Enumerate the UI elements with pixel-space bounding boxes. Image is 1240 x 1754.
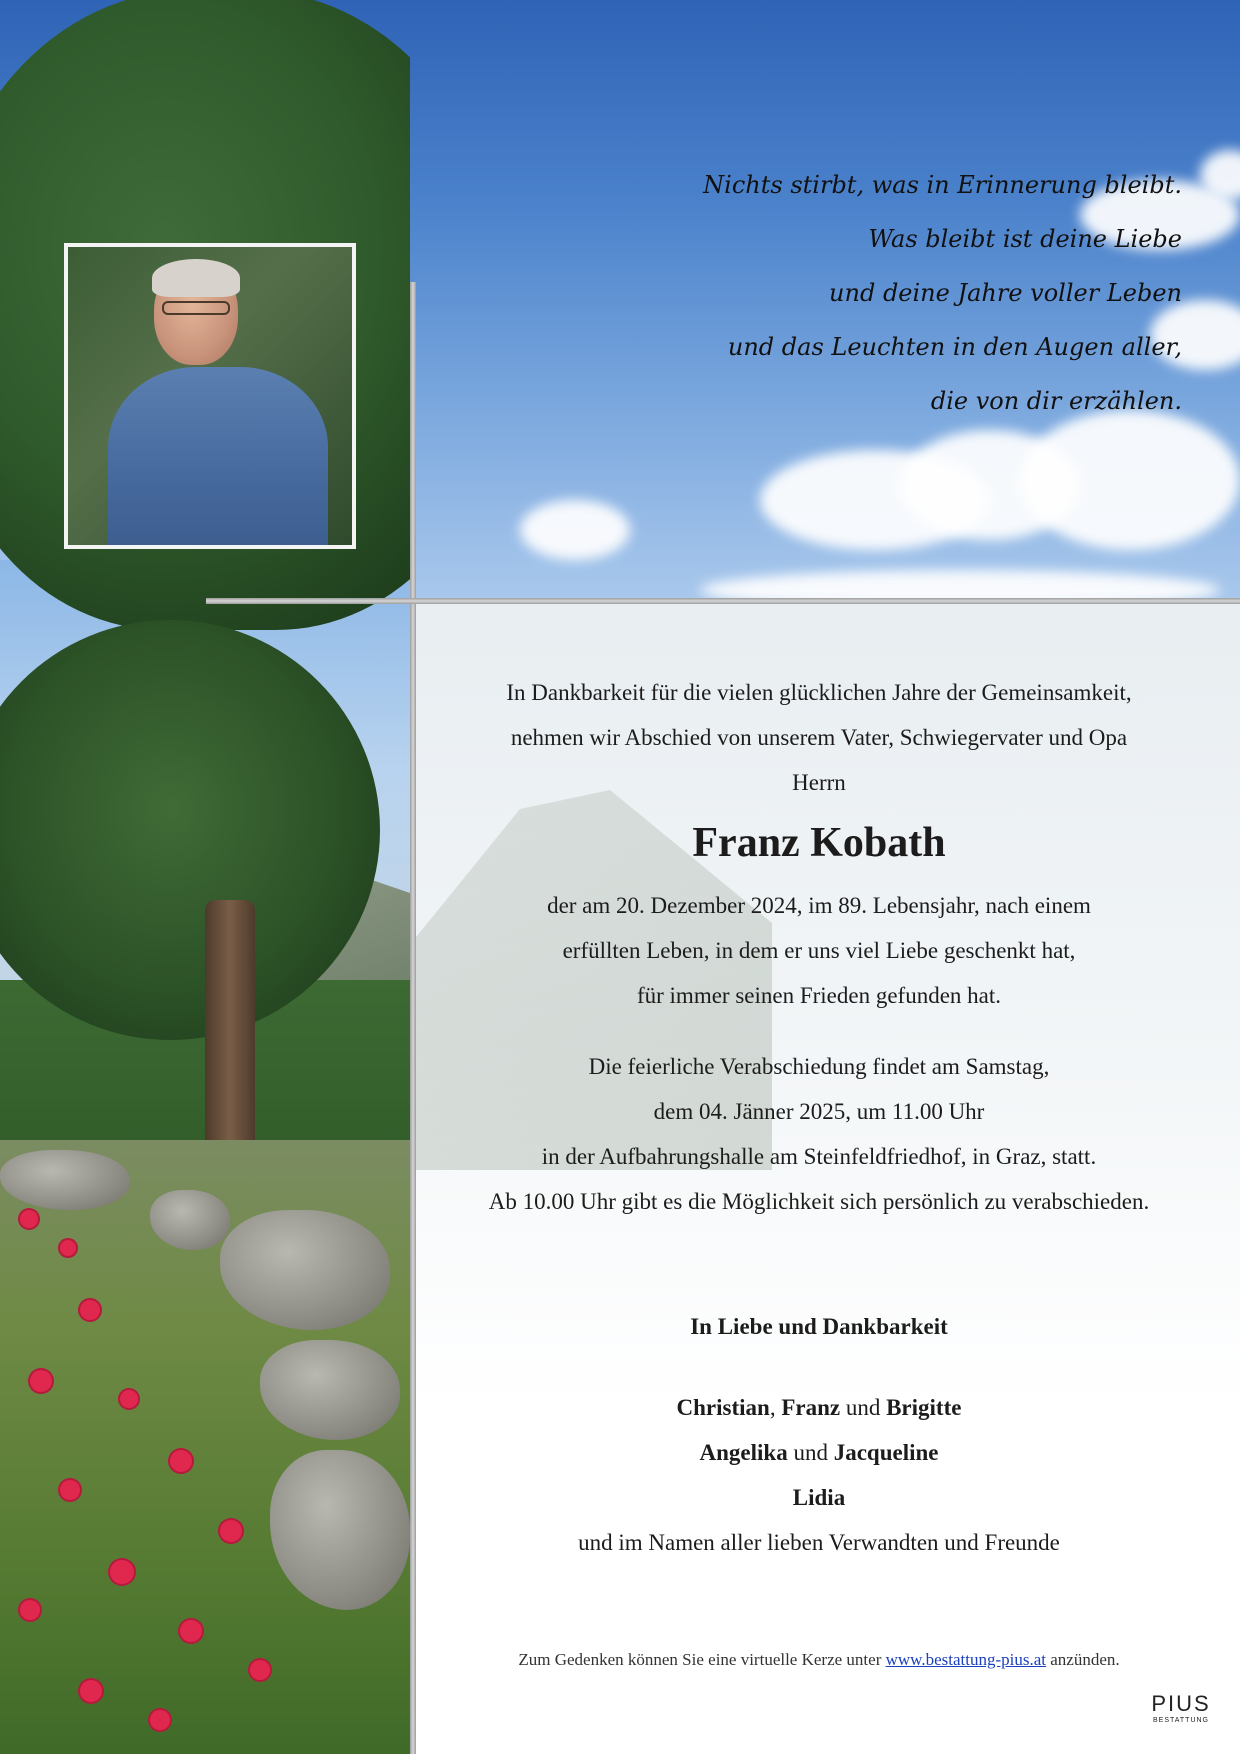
poem-line: und deine Jahre voller Leben [829,279,1182,307]
memorial-poem [482,158,1182,428]
death-info-line: für immer seinen Frieden gefunden hat. [636,983,1002,1008]
portrait-photo [64,243,356,549]
cloud [1020,410,1240,550]
death-info-line: der am 20. Dezember 2024, im 89. Lebensjahr, nach einem [547,893,1091,918]
mourner-separator: und [787,1440,834,1465]
mourners-row [420,1385,1218,1430]
footer-note [420,1650,1218,1670]
cross-horizontal-bar [206,598,1240,604]
cross-vertical-bar [410,282,416,1754]
mourners-row [420,1430,1218,1475]
ceremony-line: Ab 10.00 Uhr gibt es die Möglichkeit sich persönlich zu verabschieden. [488,1189,1150,1214]
mourner-separator: und [840,1395,887,1420]
logo-main-text: PIUS [1151,1691,1211,1716]
mourner-name: Angelika [699,1440,788,1465]
intro-line: Herrn [792,770,846,795]
mourner-name: Jacqueline [833,1440,939,1465]
ceremony-line: Die feierliche Verabschiedung findet am Samstag, [588,1054,1050,1079]
intro-line: In Dankbarkeit für die vielen glücklichen Jahre der Gemeinsamkeit, [506,680,1132,705]
deceased-name: Franz Kobath [692,820,946,866]
pius-logo [1148,1692,1214,1726]
cloud [520,500,630,560]
mourners-row: und im Namen aller lieben Verwandten und Freunde [578,1530,1060,1555]
ceremony-line: in der Aufbahrungshalle am Steinfeldfriedhof, in Graz, statt. [541,1144,1097,1169]
footer-prefix: Zum Gedenken können Sie eine virtuelle Kerze unter [518,1650,886,1669]
obituary-text [420,670,1218,1565]
death-info-line: erfüllten Leben, in dem er uns viel Liebe geschenkt hat, [562,938,1076,963]
poem-line: die von dir erzählen. [930,387,1182,415]
logo-sub-text: BESTATTUNG [1152,1717,1210,1724]
intro-line: nehmen wir Abschied von unserem Vater, Schwiegervater und Opa [510,725,1128,750]
footer-suffix: anzünden. [1046,1650,1120,1669]
poem-line: und das Leuchten in den Augen aller, [727,333,1182,361]
poem-line: Was bleibt ist deine Liebe [868,225,1182,253]
ceremony-line: dem 04. Jänner 2025, um 11.00 Uhr [653,1099,985,1124]
mourner-name: Christian [676,1395,770,1420]
closing-line: In Liebe und Dankbarkeit [690,1314,948,1339]
mourner-name: Lidia [792,1485,846,1510]
poem-line: Nichts stirbt, was in Erinnerung bleibt. [703,171,1182,199]
memorial-website-link[interactable]: www.bestattung-pius.at [885,1650,1046,1669]
mourner-name: Franz [781,1395,841,1420]
mourner-separator: , [769,1395,782,1420]
mourner-name: Brigitte [886,1395,962,1420]
